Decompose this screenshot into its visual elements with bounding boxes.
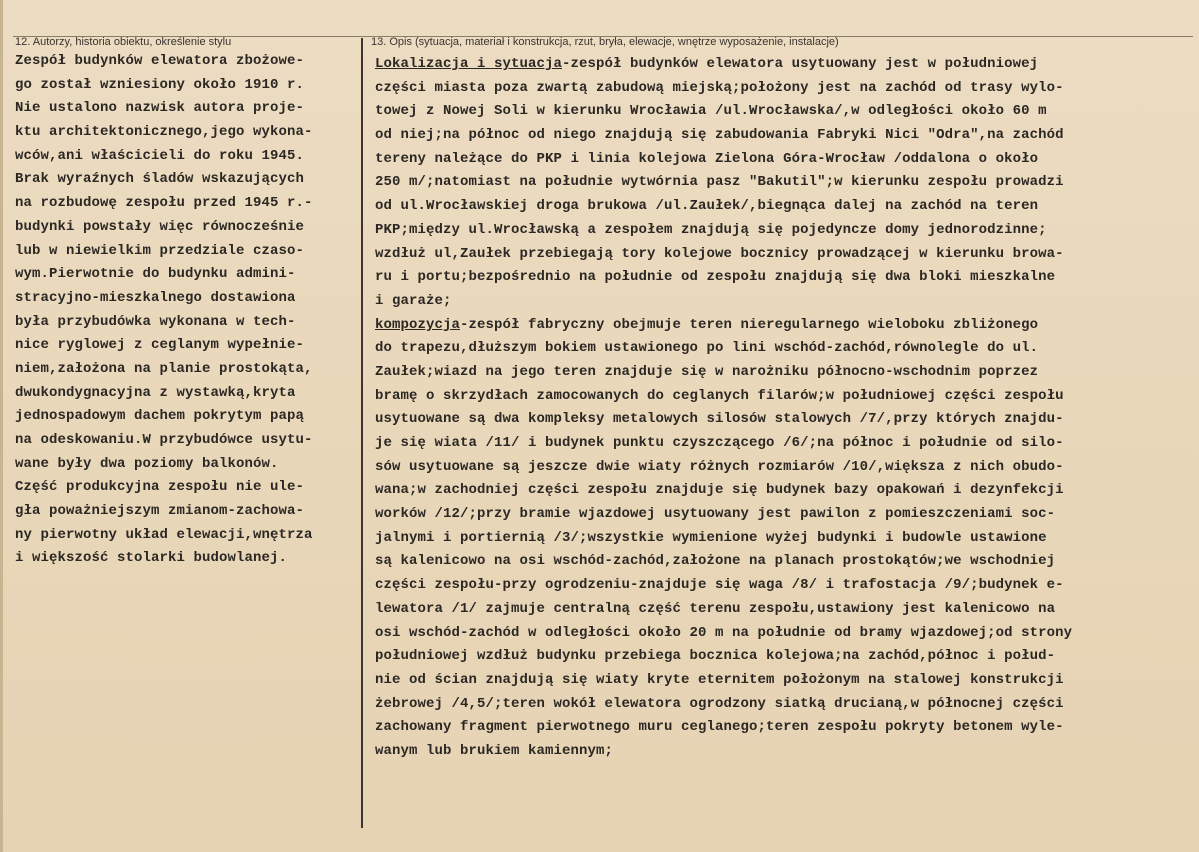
left-column-heading: 12. Autorzy, historia obiektu, określenie stylu <box>15 36 232 48</box>
right-column-text <box>375 53 1195 764</box>
text-line: ktu architektonicznego,jego wykona- <box>15 124 313 141</box>
text-line-rest: -zespół budynków elewatora usytuowany jest w południowej <box>562 56 1039 72</box>
right-column-heading: 13. Opis (sytuacja, materiał i konstrukcja, rzut, bryła, elewacje, wnętrze wyposażenie, instalacje) <box>371 36 839 48</box>
text-line: tereny należące do PKP i linia kolejowa Zielona Góra-Wrocław /oddalona o około <box>375 150 1039 167</box>
text-line: osi wschód-zachód w odległości około 20 m na południe od bramy wjazdowej;od strony <box>375 624 1073 641</box>
text-line: wanym lub brukiem kamiennym; <box>375 742 614 759</box>
text-line: lub w niewielkim przedziale czaso- <box>15 242 305 259</box>
text-line: i większość stolarki budowlanej. <box>15 550 288 567</box>
left-column-text <box>15 50 355 571</box>
text-line: żebrowej /4,5/;teren wokół elewatora ogrodzony siatką drucianą,w północnej części <box>375 695 1064 712</box>
text-line: ru i portu;bezpośrednio na południe od zespołu znajdują się dwa bloki mieszkalne <box>375 269 1056 286</box>
text-line: jednospadowym dachem pokrytym papą <box>15 408 305 425</box>
text-line: wców,ani właścicieli do roku 1945. <box>15 147 305 164</box>
text-line: wane były dwa poziomy balkonów. <box>15 455 279 472</box>
text-line: części zespołu-przy ogrodzeniu-znajduje się waga /8/ i trafostacja /9/;budynek e- <box>375 577 1064 594</box>
text-line: od niej;na północ od niego znajdują się zabudowania Fabryki Nici "Odra",na zachód <box>375 127 1064 144</box>
text-line: Nie ustalono nazwisk autora proje- <box>15 100 305 117</box>
text-line: była przybudówka wykonana w tech- <box>15 313 296 330</box>
text-line: Zespół budynków elewatora zbożowe- <box>15 53 305 69</box>
text-line: gła poważniejszym zmianom-zachowa- <box>15 503 305 520</box>
text-line: bramę o skrzydłach zamocowanych do ceglanych filarów;w południowej części zespołu <box>375 387 1064 404</box>
text-line: sów usytuowane są jeszcze dwie wiaty różnych rozmiarów /10/,większa z nich obudo- <box>375 458 1064 475</box>
text-line: niem,założona na planie prostokąta, <box>15 360 313 377</box>
text-line: usytuowane są dwa kompleksy metalowych silosów stalowych /7/,przy których znajdu- <box>375 411 1064 428</box>
text-line: budynki powstały więc równocześnie <box>15 218 305 235</box>
text-line: Część produkcyjna zespołu nie ule- <box>15 479 305 496</box>
text-line: części miasta poza zwartą zabudową miejską;położony jest na zachód od trasy wylo- <box>375 79 1064 96</box>
text-line: południowej wzdłuż budynku przebiega bocznica kolejowa;na zachód,północ i połud- <box>375 648 1056 665</box>
text-line: nice ryglowej z ceglanym wypełnie- <box>15 337 305 354</box>
text-line: PKP;między ul.Wrocławską a zespołem znajdują się pojedyncze domy jednorodzinne; <box>375 221 1047 238</box>
text-line: ny pierwotny układ elewacji,wnętrza <box>15 526 313 543</box>
text-line: od ul.Wrocławskiej droga brukowa /ul.Zaułek/,biegnąca dalej na zachód na teren <box>375 198 1039 215</box>
text-line: stracyjno-mieszkalnego dostawiona <box>15 289 296 306</box>
text-line: są kalenicowo na osi wschód-zachód,założone na planach prostokątów;we wschodniej <box>375 553 1056 570</box>
text-line: wana;w zachodniej części zespołu znajduje się budynek bazy opakowań i dezynfekcji <box>375 482 1064 499</box>
text-line: go został wzniesiony około 1910 r. <box>15 76 305 93</box>
text-line: dwukondygnacyjna z wystawką,kryta <box>15 384 296 401</box>
text-line: zachowany fragment pierwotnego muru ceglanego;teren zespołu pokryty betonem wyle- <box>375 719 1064 736</box>
text-line: na rozbudowę zespołu przed 1945 r.- <box>15 195 313 212</box>
text-line <box>375 53 1195 77</box>
column-divider <box>361 38 363 828</box>
text-line: do trapezu,dłuższym bokiem ustawionego po lini wschód-zachód,równolegle do ul. <box>375 340 1039 357</box>
text-line: wzdłuż ul,Zaułek przebiegają tory kolejowe bocznicy prowadzącej w kierunku browa- <box>375 245 1064 262</box>
text-line: Zaułek;wiazd na jego teren znajduje się w narożniku północno-wschodnim poprzez <box>375 363 1039 380</box>
text-line: jalnymi i portiernią /3/;wszystkie wymienione wyżej budynki i budowle ustawione <box>375 529 1047 546</box>
section-label-lokalizacja: Lokalizacja i sytuacja <box>375 56 563 72</box>
text-line: worków /12/;przy bramie wjazdowej usytuowany jest pawilon z pomieszczeniami soc- <box>375 506 1056 523</box>
section-label-kompozycja: kompozycja <box>375 316 461 333</box>
text-line: i garaże; <box>375 292 452 309</box>
text-line: na odeskowaniu.W przybudówce usytu- <box>15 432 313 448</box>
text-line: towej z Nowej Soli w kierunku Wrocławia /ul.Wrocławska/,w odległości około 60 m <box>375 103 1047 120</box>
text-line: Brak wyraźnych śladów wskazujących <box>15 171 305 188</box>
text-line: je się wiata /11/ i budynek punktu czyszczącego /6/;na północ i południe od silo- <box>375 435 1064 451</box>
text-line: wym.Pierwotnie do budynku admini- <box>15 266 296 283</box>
text-line-rest: -zespół fabryczny obejmuje teren nieregularnego wieloboku zbliżonego <box>460 316 1039 333</box>
text-line: nie od ścian znajdują się wiaty kryte eternitem położonym na stalowej konstrukcji <box>375 671 1064 688</box>
text-line: lewatora /1/ zajmuje centralną część terenu zespołu,ustawiony jest kalenicowo na <box>375 600 1056 617</box>
text-line <box>375 314 1195 338</box>
text-line: 250 m/;natomiast na południe wytwórnia pasz "Bakutil";w kierunku zespołu prowadzi <box>375 174 1064 191</box>
